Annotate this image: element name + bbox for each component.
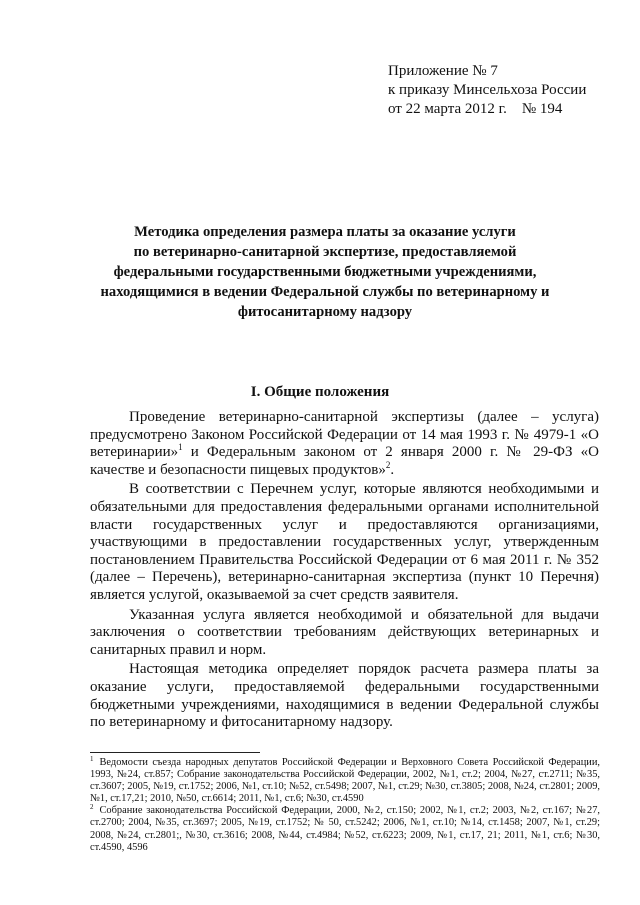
paragraph-2: В соответствии с Перечнем услуг, которые являются необходимыми и обязательными для предоставления федеральными органами исполнительной власти государственных услуг и предоставляются организациями, участвующими в предоставлении государственных услуг, утвержденным постановлением Правительства Российской Федерации от 6 мая 2011 г. № 352 (далее – Перечень), ветеринарно-санитарная экспертиза (пункт 10 Перечня) является услугой, оказываемой за счет средств заявителя. bbox=[90, 481, 599, 603]
p1-text-b: и Федеральным законом от 2 января 2000 г. № 29-ФЗ «О качестве и безопасности пищевых продуктов» bbox=[90, 444, 599, 478]
title-line-3: федеральными государственными бюджетными учреждениями, bbox=[113, 264, 537, 280]
footnotes bbox=[90, 754, 600, 854]
p1-text-c: . bbox=[390, 461, 395, 478]
document-title bbox=[95, 222, 555, 322]
header-order-date: от 22 марта 2012 г. № 194 bbox=[388, 101, 563, 117]
section-heading: I. Общие положения bbox=[250, 384, 390, 400]
footnote-2 bbox=[90, 802, 600, 853]
header-appendix-number: Приложение № 7 bbox=[388, 63, 498, 79]
header-order-ref: к приказу Минсельхоза России bbox=[388, 82, 587, 98]
paragraph-3: Указанная услуга является необходимой и обязательной для выдачи заключения о соответствии требованиям действующих ветеринарных и санитарных правил и норм. bbox=[90, 606, 599, 658]
title-line-5: фитосанитарному надзору bbox=[237, 304, 413, 320]
title-line-4: находящимися в ведении Федеральной службы по ветеринарному и bbox=[100, 284, 550, 300]
footnote-2-mark: 2 bbox=[90, 802, 94, 811]
p1-text-a: Проведение ветеринарно-санитарной экспертизы (далее – услуга) предусмотрено Законом Российской Федерации от 14 мая 1993 г. № 4979-1 «О ветеринарии» bbox=[90, 409, 599, 461]
footnote-1-mark: 1 bbox=[90, 754, 94, 763]
footnote-ref-2: 2 bbox=[385, 459, 391, 470]
footnote-separator bbox=[90, 752, 260, 753]
footnote-1-text: Ведомости съезда народных депутатов Российской Федерации и Верховного Совета Российской Федерации, 1993, №24, ст.857; Собрание законодательства Российской Федерации, 2002, №1, ст.2; 2004, №27, ст.2711; №35, ст.3607; 2005, №19, ст.1752; 2006, №1, ст.10; №52, ст.5498; 2007, №1, ст.29; №30, ст.3805; 2008, №24, ст.2801; 2009, №1, ст.17,21; 2010, №50, ст.6614; 2011, №1, ст.6; №30, ст.4590 bbox=[90, 757, 600, 805]
appendix-header bbox=[388, 62, 586, 119]
footnote-1 bbox=[90, 754, 600, 805]
paragraph-1 bbox=[90, 409, 599, 479]
footnote-ref-1: 1 bbox=[178, 442, 183, 453]
document-body bbox=[90, 409, 599, 734]
title-line-2: по ветеринарно-санитарной экспертизе, предоставляемой bbox=[133, 244, 517, 260]
paragraph-4: Настоящая методика определяет порядок расчета размера платы за оказание услуги, предоставляемой федеральными государственными бюджетными учреждениями, находящимися в ведении Федеральной службы по ветеринарному и фитосанитарному надзору. bbox=[90, 661, 599, 731]
title-line-1: Методика определения размера платы за оказание услуги bbox=[134, 224, 516, 240]
footnote-2-text: Собрание законодательства Российской Федерации, 2000, №2, ст.150; 2002, №1, ст.2; 2003, №2, ст.167; №27, ст.2700; 2004, №35, ст.3697; 2005, №19, ст.1752; № 50, ст.5242; 2006, №1, ст.10; №14, ст.1458; 2007, №1, ст.29; 2008, №24, ст.2801;, №30, ст.3616; 2008, №44, ст.4984; №52, ст.6223; 2009, №1, ст.17, 21; 2011, №1, ст.6; №30, ст.4590, 4596 bbox=[90, 805, 600, 853]
